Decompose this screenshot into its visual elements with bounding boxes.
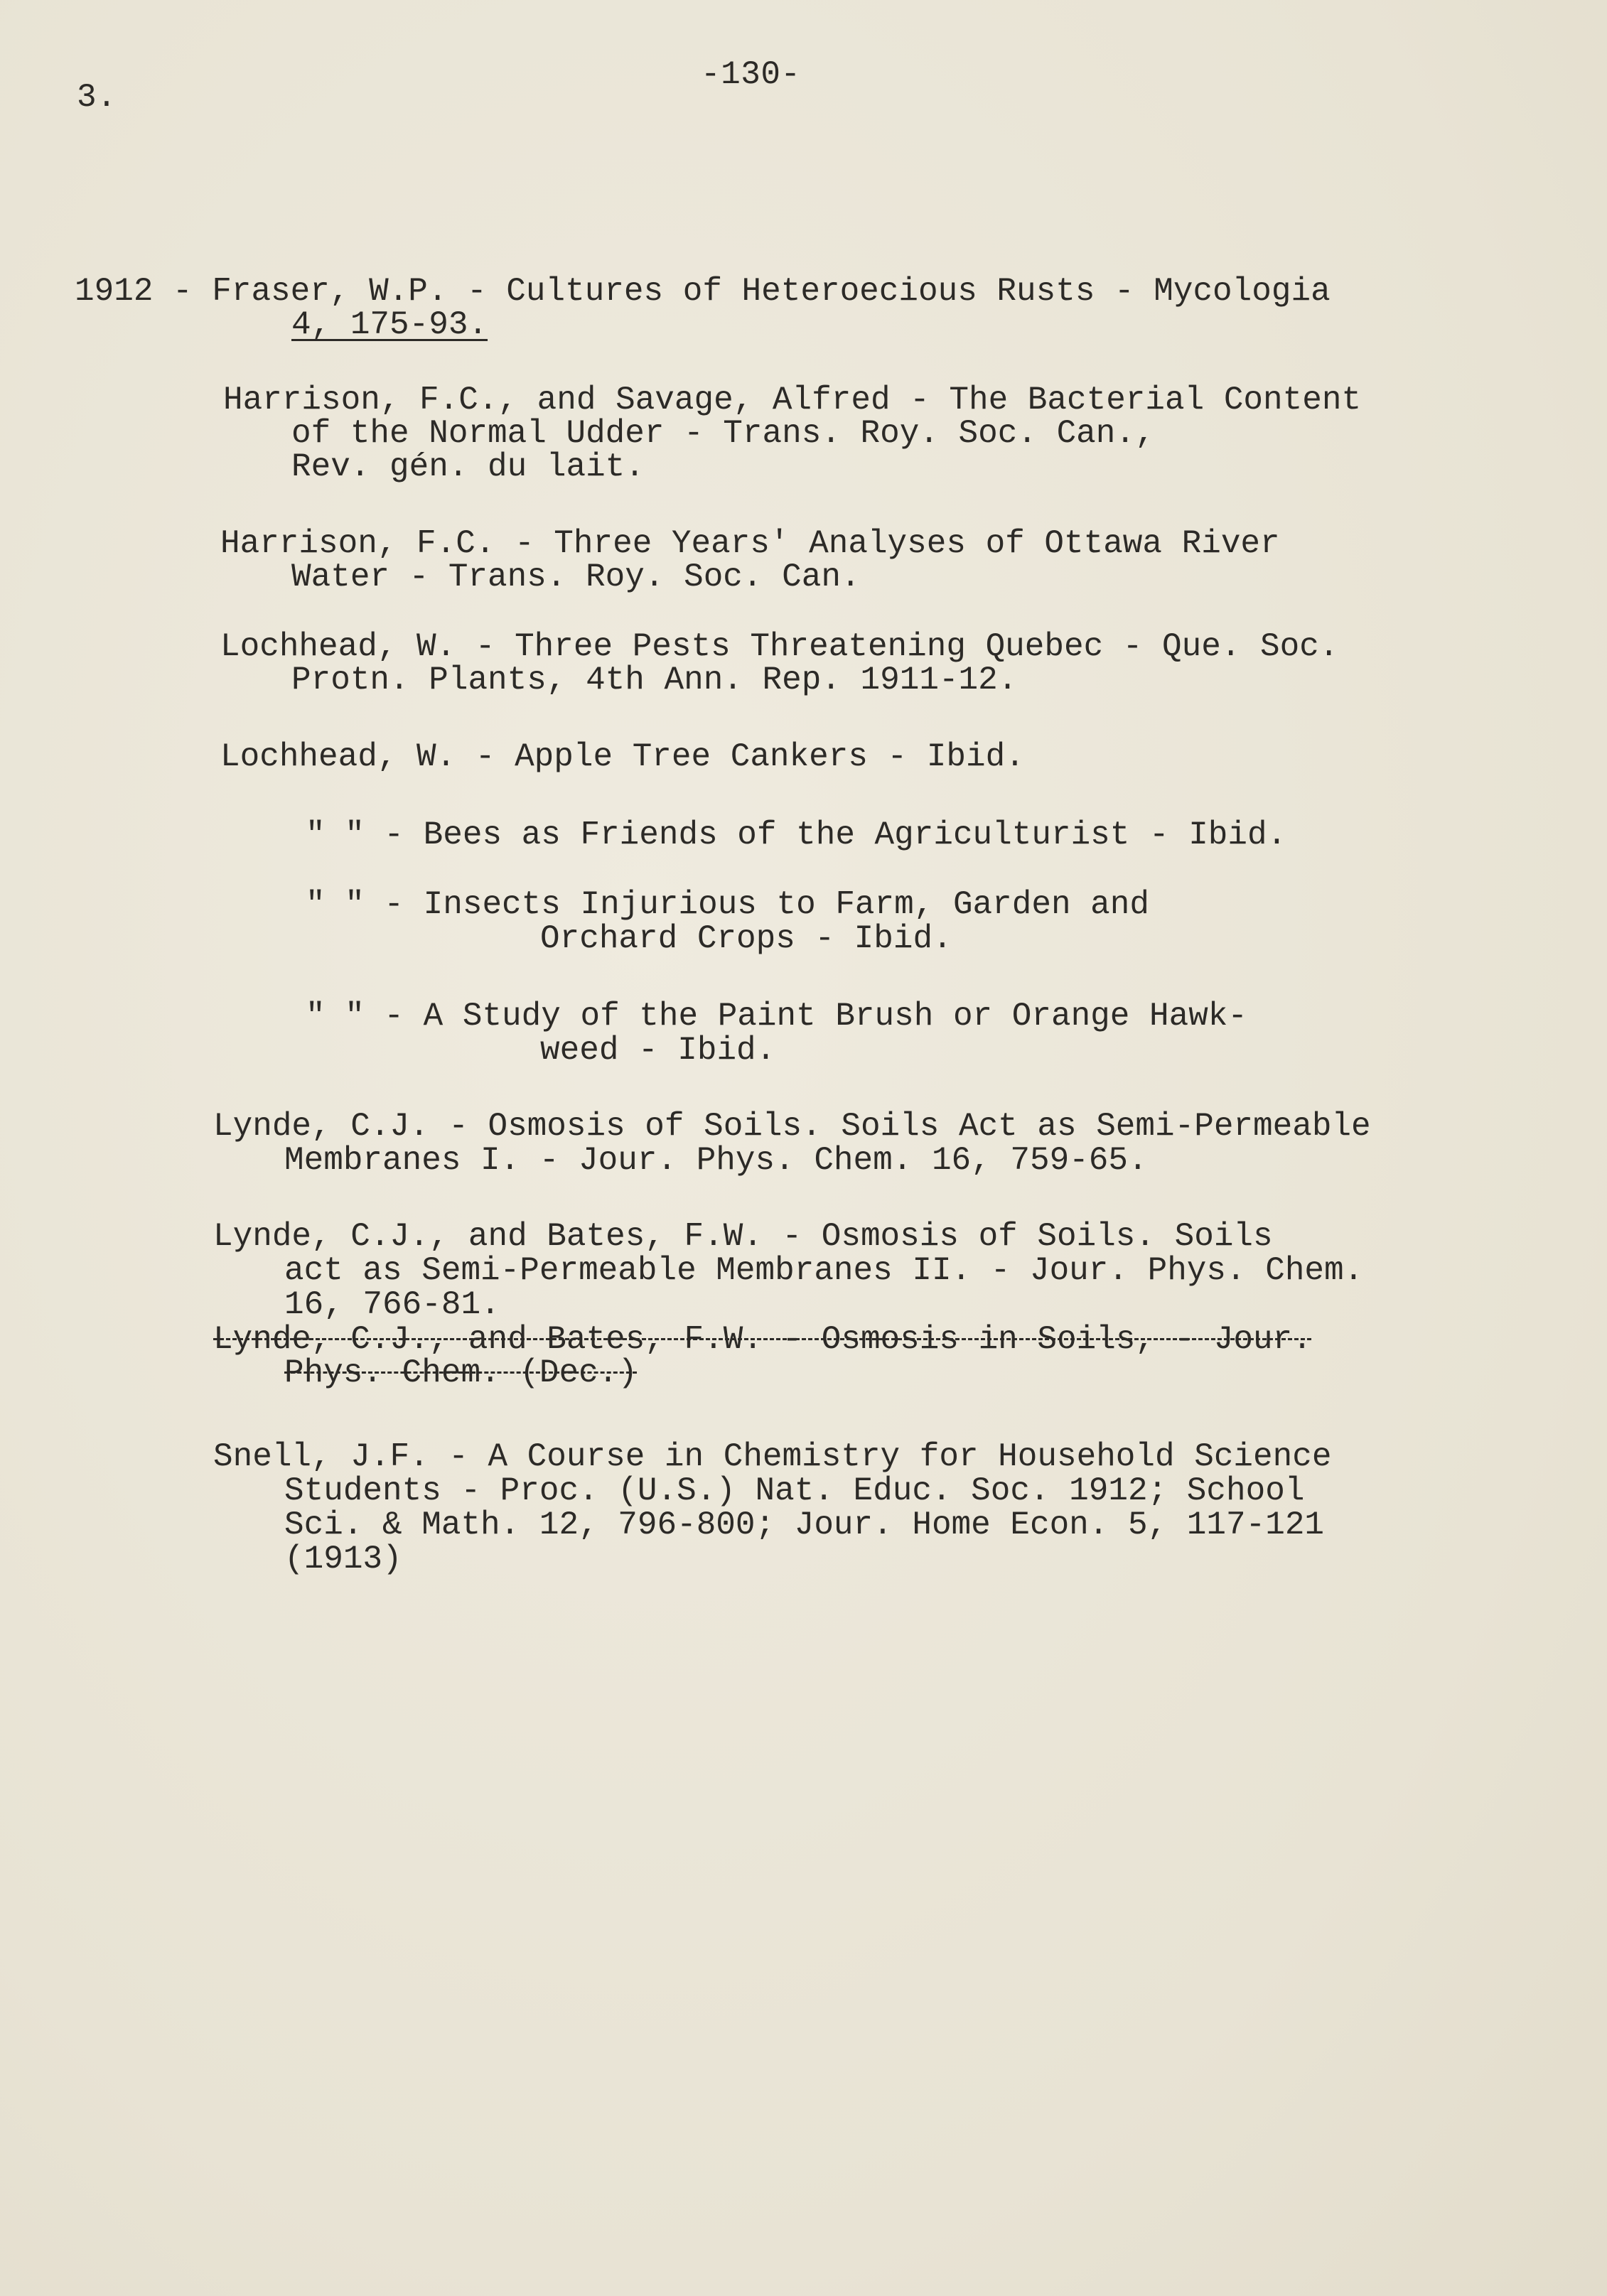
entry-line: act as Semi-Permeable Membranes II. - Jour. Phys. Chem. [284, 1252, 1364, 1289]
entry-line: 16, 766-81. [284, 1286, 500, 1323]
entry-line: Protn. Plants, 4th Ann. Rep. 1911-12. [291, 662, 1018, 699]
entry-line: Sci. & Math. 12, 796-800; Jour. Home Econ. 5, 117-121 [284, 1507, 1325, 1543]
entry-line: Snell, J.F. - A Course in Chemistry for Household Science [213, 1438, 1332, 1475]
entry-line: Lochhead, W. - Three Pests Threatening Quebec - Que. Soc. [220, 628, 1339, 665]
entry-line: Lochhead, W. - Apple Tree Cankers - Ibid. [220, 738, 1025, 775]
entry-line: Orchard Crops - Ibid. [540, 920, 952, 957]
entry-line: 4, 175-93. [291, 306, 488, 343]
page-number: -130- [701, 56, 801, 93]
entry-line: Harrison, F.C. - Three Years' Analyses of Ottawa River [220, 525, 1280, 562]
struck-entry-line: Phys. Chem. (Dec.) [284, 1354, 638, 1391]
entry-line: 1912 - Fraser, W.P. - Cultures of Heteroecious Rusts - Mycologia [75, 273, 1331, 310]
entry-line: " " - A Study of the Paint Brush or Orange Hawk- [306, 998, 1248, 1035]
entry-line: Students - Proc. (U.S.) Nat. Educ. Soc. 1912; School [284, 1472, 1305, 1509]
struck-entry-line: Lynde, C.J., and Bates, F.W. - Osmosis in Soils, - Jour. [213, 1321, 1312, 1358]
entry-line: Rev. gén. du lait. [291, 448, 645, 485]
entry-line: " " - Insects Injurious to Farm, Garden and [306, 886, 1149, 923]
entry-line: (1913) [284, 1541, 402, 1578]
section-number: 3. [77, 79, 117, 116]
entry-line: " " - Bees as Friends of the Agriculturist - Ibid. [306, 816, 1287, 853]
entry-line: of the Normal Udder - Trans. Roy. Soc. Can., [291, 415, 1155, 452]
entry-line: Harrison, F.C., and Savage, Alfred - The Bacterial Content [223, 382, 1362, 419]
entry-line: Lynde, C.J., and Bates, F.W. - Osmosis of Soils. Soils [213, 1218, 1273, 1255]
entry-line: Lynde, C.J. - Osmosis of Soils. Soils Act as Semi-Permeable [213, 1108, 1371, 1145]
entry-line: Membranes I. - Jour. Phys. Chem. 16, 759-65. [284, 1142, 1148, 1179]
entry-line: weed - Ibid. [540, 1032, 776, 1069]
entry-line: Water - Trans. Roy. Soc. Can. [291, 559, 861, 595]
